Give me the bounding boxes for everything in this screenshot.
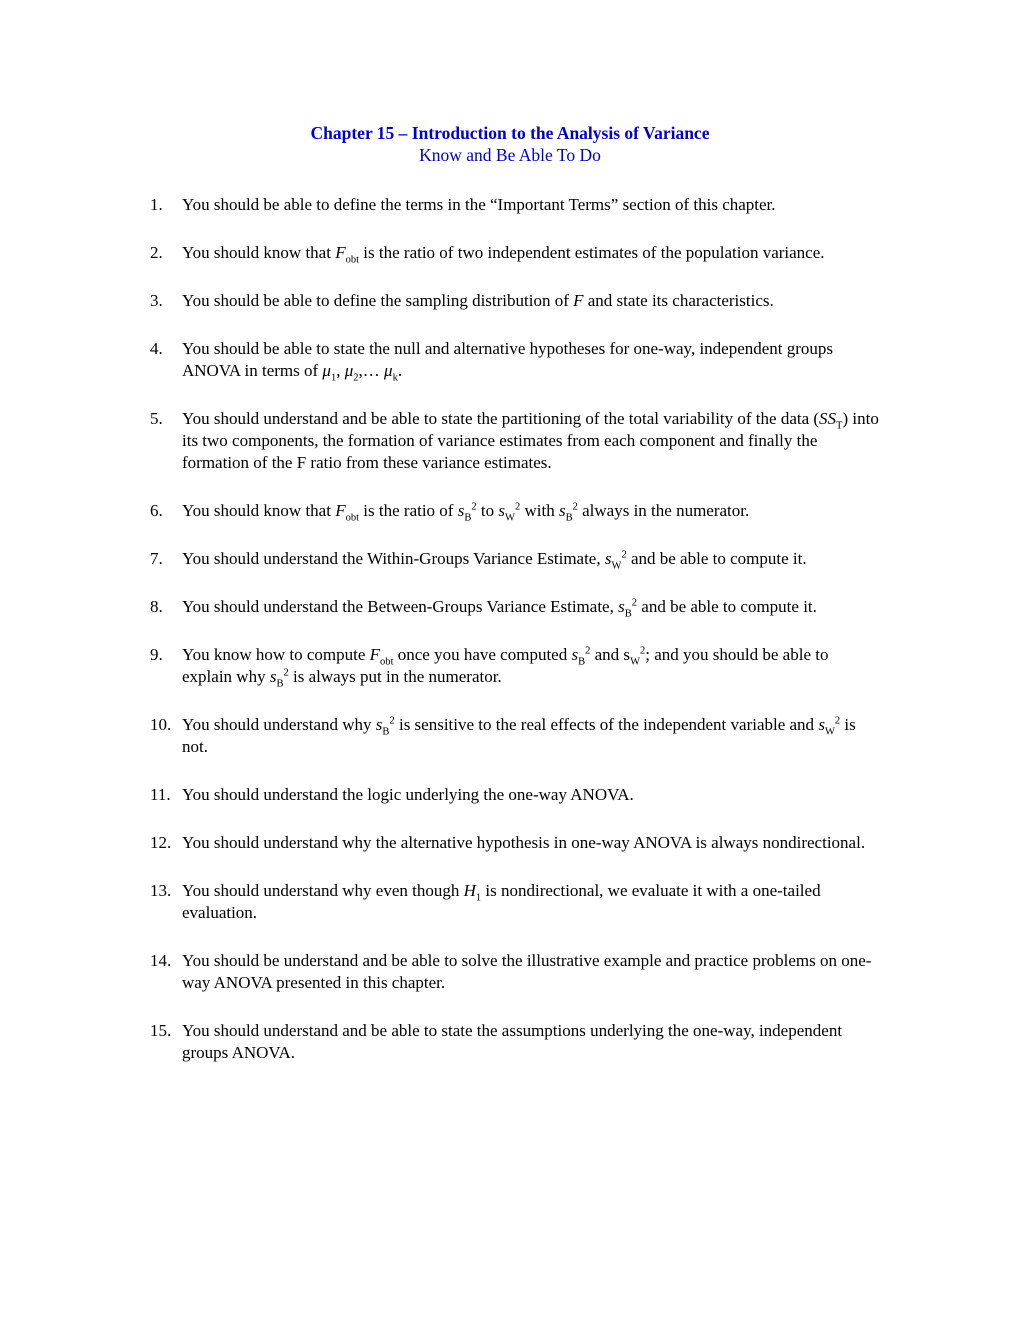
item-number: 7.	[150, 549, 163, 568]
item-text: You should be understand and be able to solve the illustrative example and practice problems on one-way ANOVA presented in this chapter.	[182, 951, 872, 992]
item-number: 15.	[150, 1021, 172, 1040]
page-title: Chapter 15 – Introduction to the Analysis of Variance	[310, 123, 710, 143]
item-text: You should be able to state the null and alternative hypotheses for one-way, independent groups ANOVA in terms of $\mu_1$, $\mu_2,\dots$ $\mu_k$.	[182, 339, 834, 384]
item-text: You should know that $F_{obt}$ is the ratio of $s_B^2$ to $s_W^2$ with $s_B^2$ always in the numerator.	[182, 501, 750, 524]
item-number: 3.	[150, 291, 163, 310]
item-text: You should understand the Within-Groups Variance Estimate, $s_W^2$ and be able to compute it.	[182, 549, 807, 572]
item-number: 8.	[150, 597, 163, 616]
item-text: You should understand why $s_B^2$ is sensitive to the real effects of the independent variable and $s_W^2$ is not.	[182, 715, 856, 756]
item-number: 4.	[150, 339, 163, 358]
item-number: 13.	[150, 881, 172, 900]
list-item	[150, 1020, 890, 1064]
list-item	[150, 194, 890, 216]
item-text: You should be able to define the terms in the “Important Terms” section of this chapter.	[182, 195, 776, 214]
item-text: You should understand the Between-Groups Variance Estimate, $s_B^2$ and be able to compute it.	[182, 597, 817, 620]
list-item	[150, 338, 890, 382]
item-text: You should understand why the alternative hypothesis in one-way ANOVA is always nondirectional.	[182, 833, 866, 852]
item-text: You should understand the logic underlying the one-way ANOVA.	[182, 785, 634, 804]
item-text: You know how to compute $F_{obt}$ once you have computed $s_B^2$ and $s_W^2$; and you should be able to explain why $s_B^2$ is always put in the numerator.	[182, 645, 829, 690]
item-text: You should understand and be able to state the partitioning of the total variability of the data $(SS_T)$ into its two components, the formation of variance estimates from each component and finally the formation of the F ratio from these variance estimates.	[182, 409, 879, 472]
item-number: 1.	[150, 195, 163, 214]
list-item	[150, 596, 890, 618]
list-item	[150, 644, 890, 688]
item-number: 9.	[150, 645, 163, 664]
item-number: 6.	[150, 501, 163, 520]
item-number: 10.	[150, 715, 172, 734]
list-item	[150, 714, 890, 758]
item-text: You should be able to define the sampling distribution of F and state its characteristics.	[182, 291, 774, 310]
item-number: 5.	[150, 409, 163, 428]
item-number: 14.	[150, 951, 172, 970]
item-number: 12.	[150, 833, 172, 852]
list-item	[150, 500, 890, 522]
list-item	[150, 548, 890, 570]
item-text: You should know that $F_{obt}$ is the ratio of two independent estimates of the population variance.	[182, 243, 825, 266]
list-item	[150, 290, 890, 312]
list-item	[150, 832, 890, 854]
item-number: 11.	[150, 785, 171, 804]
list-item	[150, 950, 890, 994]
objectives-list	[150, 194, 890, 1064]
list-item	[150, 784, 890, 806]
item-number: 2.	[150, 243, 163, 262]
list-item	[150, 242, 890, 264]
item-text: You should understand why even though $H_1$ is nondirectional, we evaluate it with a one-tailed evaluation.	[182, 881, 821, 922]
list-item	[150, 408, 890, 474]
list-item	[150, 880, 890, 924]
item-text: You should understand and be able to state the assumptions underlying the one-way, independent groups ANOVA.	[182, 1021, 843, 1062]
page-subtitle: Know and Be Able To Do	[419, 145, 601, 165]
